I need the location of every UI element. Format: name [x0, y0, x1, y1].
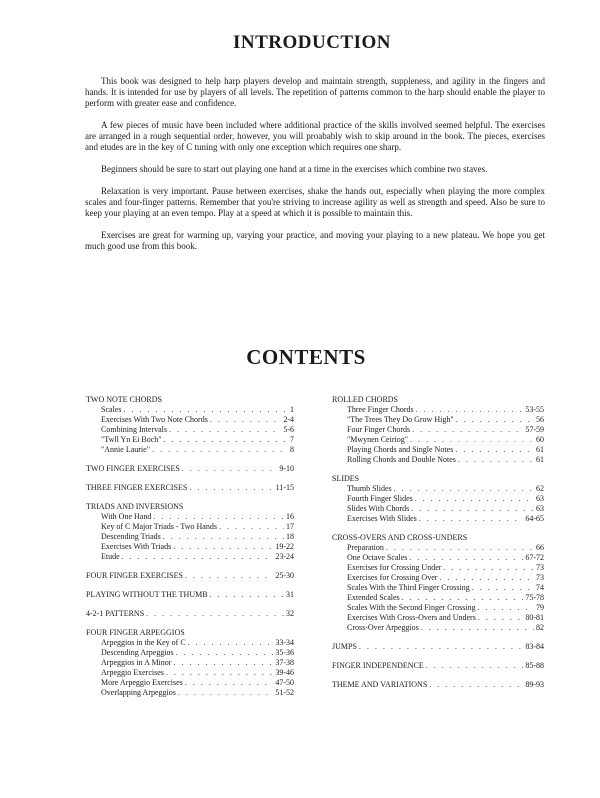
toc-entry-label: Rolling Chords and Double Notes [347, 455, 456, 464]
toc-entry [86, 435, 294, 445]
dot-leader [429, 680, 523, 690]
dot-leader [176, 648, 274, 658]
toc-entry [86, 425, 294, 435]
toc-section-heading [86, 609, 294, 619]
dot-leader [210, 590, 284, 600]
toc-page-number: 31 [286, 590, 294, 599]
toc-page-number: 66 [536, 543, 544, 552]
toc-page-number: 2-4 [283, 415, 294, 424]
toc-page-number: 18 [286, 532, 294, 541]
dot-leader [122, 552, 274, 562]
dot-leader [164, 435, 288, 445]
dot-leader [210, 415, 282, 425]
dot-leader [166, 668, 273, 678]
toc-entry [86, 512, 294, 522]
toc-page-number: 25-30 [275, 571, 294, 580]
dot-leader [173, 542, 273, 552]
toc-entry [86, 415, 294, 425]
toc-section-heading [86, 483, 294, 493]
toc-entry [86, 522, 294, 532]
toc-section-title: ROLLED CHORDS [332, 395, 399, 404]
toc-entry-label: "Mwynen Ceiriog" [347, 435, 408, 444]
toc-page-number: 85-88 [525, 661, 544, 670]
toc-entry-label: Scales [101, 405, 122, 414]
toc-entry [86, 542, 294, 552]
toc-page-number: 83-84 [525, 642, 544, 651]
toc-page-number: 7 [290, 435, 294, 444]
dot-leader [163, 532, 284, 542]
toc-page-number: 5-6 [283, 425, 294, 434]
toc-entry [332, 593, 544, 603]
toc-entry-label: "The Trees They Do Grow High" [347, 415, 454, 424]
toc-entry [332, 405, 544, 415]
toc-section [86, 464, 294, 474]
toc-entry-label: More Arpeggio Exercises [101, 678, 183, 687]
toc-entry [332, 494, 544, 504]
toc-entry-label: Extended Scales [347, 593, 400, 602]
toc-section-title: CROSS-OVERS AND CROSS-UNDERS [332, 533, 468, 542]
toc-entry [86, 405, 294, 415]
dot-leader [219, 522, 284, 532]
intro-paragraph: Beginners should be sure to start out playing one hand at a time in the exercises which combine two staves. [101, 164, 488, 174]
toc-section [332, 474, 544, 524]
toc-entry [332, 425, 544, 435]
toc-page-number: 56 [536, 415, 544, 424]
toc-entry [86, 658, 294, 668]
toc-page-number: 39-46 [275, 668, 294, 677]
intro-paragraph: Exercises are great for warming up, varying your practice, and moving your playing to a new plateau. We hope you get much good use from this book. [85, 230, 545, 251]
toc-page-number: 63 [536, 494, 544, 503]
toc-section [86, 590, 294, 600]
toc-page-number: 82 [536, 623, 544, 632]
dot-leader [152, 445, 288, 455]
toc-page-number: 57-59 [525, 425, 544, 434]
dot-leader [123, 405, 288, 415]
toc-page-number: 11-15 [275, 483, 294, 492]
dot-leader [478, 613, 523, 623]
toc-page-number: 35-36 [275, 648, 294, 657]
toc-section-heading [86, 502, 294, 512]
toc-page-number: 67-72 [525, 553, 544, 562]
toc-section [86, 502, 294, 562]
toc-entry [332, 553, 544, 563]
toc-entry-label: Fourth Finger Slides [347, 494, 413, 503]
toc-section-heading [332, 680, 544, 690]
toc-entry [332, 504, 544, 514]
toc-section [86, 628, 294, 698]
dot-leader [359, 642, 523, 652]
dot-leader [410, 435, 534, 445]
toc-section-heading [332, 474, 544, 484]
dot-leader [416, 405, 524, 415]
toc-page-number: 32 [286, 609, 294, 618]
intro-paragraph: Relaxation is very important. Pause between exercises, shake the hands out, especially when playing the more complex scales and four-finger patterns. Remember that you're striving to increase agility as well as strength and speed. Also be sure to keep your playing at an even tempo. Play at a speed at which it is possible to maintain this. [85, 186, 545, 218]
toc-entry-label: Playing Chords and Single Notes [347, 445, 454, 454]
toc-section-title: PLAYING WITHOUT THE THUMB [86, 590, 208, 599]
toc-entry-label: Descending Triads [101, 532, 161, 541]
toc-entry-label: Exercises With Cross-Overs and Unders [347, 613, 476, 622]
dot-leader [456, 415, 534, 425]
toc-entry [86, 678, 294, 688]
toc-entry-label: Cross-Over Arpeggios [347, 623, 419, 632]
toc-entry [332, 415, 544, 425]
toc-page-number: 64-65 [525, 514, 544, 523]
toc-section-heading [332, 642, 544, 652]
toc-section [332, 680, 544, 690]
toc-right-column [332, 395, 544, 699]
toc-page-number: 61 [536, 445, 544, 454]
dot-leader [394, 484, 534, 494]
dot-leader [421, 623, 534, 633]
toc-page-number: 53-55 [525, 405, 544, 414]
toc-section-heading [332, 395, 544, 405]
dot-leader [185, 571, 273, 581]
toc-section [86, 483, 294, 493]
toc-page-number: 74 [536, 583, 544, 592]
toc-section-heading [332, 533, 544, 543]
toc-entry [332, 445, 544, 455]
toc-page-number: 19-22 [275, 542, 294, 551]
toc-section-heading [86, 571, 294, 581]
toc-section-title: THEME AND VARIATIONS [332, 680, 428, 689]
toc-entry-label: Scales With the Third Finger Crossing [347, 583, 470, 592]
toc-entry [332, 563, 544, 573]
toc-entry-label: Thumb Slides [347, 484, 392, 493]
toc-entry [86, 638, 294, 648]
toc-entry [332, 435, 544, 445]
toc-entry [86, 688, 294, 698]
toc-entry [332, 573, 544, 583]
toc-section-title: SLIDES [332, 474, 360, 483]
toc-entry-label: Three Finger Chords [347, 405, 414, 414]
toc-section [332, 642, 544, 652]
intro-paragraph: This book was designed to help harp players develop and maintain strength, suppleness, and agility in the fingers and hands. It is intended for use by players of all levels. The repetition of patterns common to the harp should enable the player to perform with greater ease and confidence. [85, 76, 545, 108]
toc-page-number: 23-24 [275, 552, 294, 561]
toc-entry-label: Etude [101, 552, 120, 561]
toc-entry-label: Exercises With Slides [347, 514, 417, 523]
toc-entry [332, 455, 544, 465]
toc-entry-label: Slides With Chords [347, 504, 410, 513]
dot-leader [182, 464, 278, 474]
toc-entry [332, 543, 544, 553]
toc-entry-label: Overlapping Arpeggios [101, 688, 176, 697]
toc-page-number: 80-81 [525, 613, 544, 622]
dot-leader [419, 514, 524, 524]
toc-section-title: 4-2-1 PATTERNS [86, 609, 145, 618]
toc-entry [332, 623, 544, 633]
toc-page-number: 61 [536, 455, 544, 464]
toc-section-title: TWO NOTE CHORDS [86, 395, 162, 404]
toc-entry [332, 484, 544, 494]
toc-section-title: FOUR FINGER EXERCISES [86, 571, 183, 580]
dot-leader [426, 661, 524, 671]
toc-page-number: 9-10 [279, 464, 294, 473]
dot-leader [412, 425, 523, 435]
dot-leader [402, 593, 524, 603]
dot-leader [189, 483, 273, 493]
toc-entry-label: Arpeggios in the Key of C [101, 638, 186, 647]
dot-leader [188, 638, 274, 648]
dot-leader [472, 583, 534, 593]
toc-entry-label: Exercises for Crossing Over [347, 573, 438, 582]
toc-page-number: 89-93 [525, 680, 544, 689]
toc-entry-label: Four Finger Chords [347, 425, 411, 434]
intro-paragraph: A few pieces of music have been included where additional practice of the skills involved seemed helpful. The exercises are arranged in a rough sequential order, however, you will proabably wish to skip around in the book. The pieces, exercises and etudes are in the key of C tuning with only one exception which requires one sharp. [85, 120, 545, 152]
toc-page-number: 17 [286, 522, 294, 531]
toc-page-number: 79 [536, 603, 544, 612]
dot-leader [443, 563, 534, 573]
toc-entry [332, 613, 544, 623]
toc-entry-label: Key of C Major Triads - Two Hands [101, 522, 217, 531]
toc-entry-label: Arpeggio Exercises [101, 668, 164, 677]
toc-section-heading [332, 661, 544, 671]
toc-section-title: TRIADS AND INVERSIONS [86, 502, 184, 511]
dot-leader [415, 494, 534, 504]
dot-leader [439, 573, 534, 583]
toc-entry [332, 514, 544, 524]
toc-entry-label: Combining Intervals [101, 425, 167, 434]
toc-section [86, 609, 294, 619]
dot-leader [455, 445, 534, 455]
toc-page-number: 75-78 [525, 593, 544, 602]
toc-entry [86, 445, 294, 455]
toc-section [332, 533, 544, 633]
toc-page-number: 47-50 [275, 678, 294, 687]
toc-left-column [86, 395, 294, 707]
dot-leader [169, 425, 281, 435]
toc-entry-label: With One Hand [101, 512, 152, 521]
toc-section [86, 571, 294, 581]
toc-entry-label: Preparation [347, 543, 384, 552]
toc-entry-label: Exercises With Triads [101, 542, 172, 551]
contents-heading: CONTENTS [246, 345, 366, 369]
dot-leader [409, 553, 523, 563]
toc-page-number: 37-38 [275, 658, 294, 667]
toc-entry [86, 532, 294, 542]
toc-section-heading [86, 464, 294, 474]
toc-entry-label: One Octave Scales [347, 553, 408, 562]
toc-section [332, 395, 544, 465]
dot-leader [173, 658, 273, 668]
toc-entry [86, 668, 294, 678]
toc-page-number: 73 [536, 573, 544, 582]
toc-section-heading [86, 395, 294, 405]
toc-entry-label: Descending Arpeggios [101, 648, 174, 657]
dot-leader [458, 455, 534, 465]
toc-page-number: 33-34 [275, 638, 294, 647]
toc-page-number: 51-52 [275, 688, 294, 697]
toc-entry-label: Arpeggios in A Minor [101, 658, 172, 667]
toc-page-number: 1 [290, 405, 294, 414]
dot-leader [178, 688, 273, 698]
toc-entry-label: Exercises With Two Note Chords [101, 415, 208, 424]
introduction-heading: INTRODUCTION [232, 32, 392, 53]
toc-entry [86, 648, 294, 658]
dot-leader [146, 609, 284, 619]
toc-section-title: FINGER INDEPENDENCE [332, 661, 424, 670]
dot-leader [153, 512, 284, 522]
toc-page-number: 60 [536, 435, 544, 444]
toc-page-number: 62 [536, 484, 544, 493]
toc-section [332, 661, 544, 671]
dot-leader [411, 504, 534, 514]
toc-entry [332, 603, 544, 613]
toc-entry-label: "Annie Laurie" [101, 445, 150, 454]
toc-section-title: FOUR FINGER ARPEGGIOS [86, 628, 185, 637]
toc-entry-label: "Twll Yn Ei Boch" [101, 435, 162, 444]
toc-section [86, 395, 294, 455]
toc-page-number: 73 [536, 563, 544, 572]
toc-section-title: TWO FINGER EXERCISES [86, 464, 180, 473]
toc-section-title: THREE FINGER EXERCISES [86, 483, 188, 492]
toc-page-number: 8 [290, 445, 294, 454]
toc-section-title: JUMPS [332, 642, 357, 651]
introduction-body [85, 76, 545, 263]
toc-section-heading [86, 590, 294, 600]
dot-leader [185, 678, 274, 688]
toc-section-heading [86, 628, 294, 638]
toc-page-number: 63 [536, 504, 544, 513]
toc-entry [332, 583, 544, 593]
dot-leader [386, 543, 534, 553]
toc-entry [86, 552, 294, 562]
toc-entry-label: Scales With the Second Finger Crossing [347, 603, 476, 612]
toc-page-number: 16 [286, 512, 294, 521]
dot-leader [478, 603, 534, 613]
toc-entry-label: Exercises for Crossing Under [347, 563, 442, 572]
